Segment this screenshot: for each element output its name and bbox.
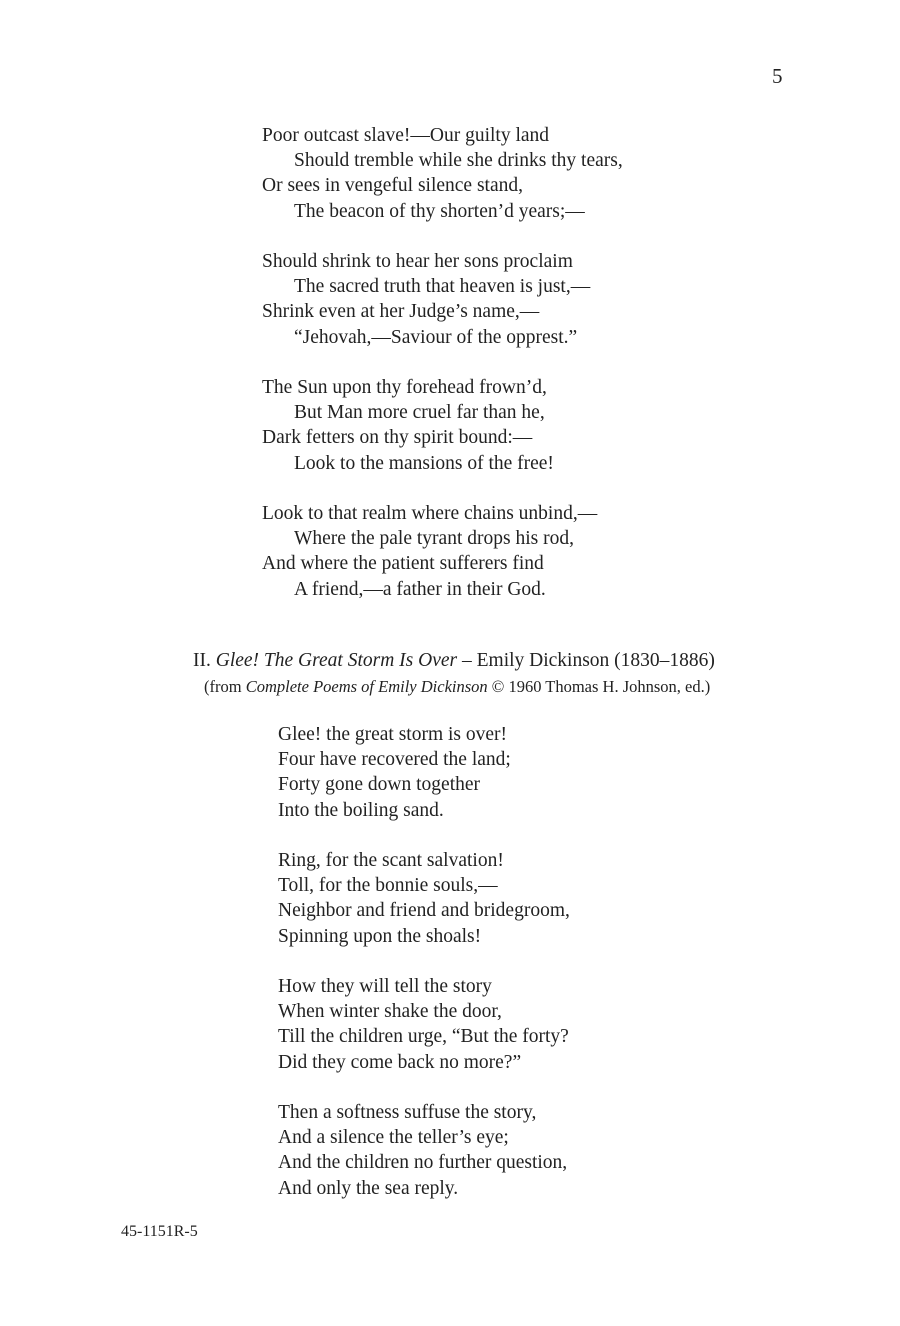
- poem-line: Glee! the great storm is over!: [278, 724, 508, 745]
- stanza: [262, 249, 623, 350]
- poem-2: [278, 722, 570, 1226]
- section-numeral: II.: [193, 650, 211, 671]
- poem-line: Toll, for the bonnie souls,—: [278, 875, 498, 897]
- stanza: [262, 375, 623, 476]
- source-prefix: (from: [204, 677, 242, 696]
- poem-line: How they will tell the story: [278, 976, 492, 997]
- poem-title: Glee! The Great Storm Is Over: [215, 650, 458, 671]
- poem-line: Forty gone down together: [278, 774, 481, 796]
- poem-line: Till the children urge, “But the forty?: [278, 1026, 569, 1048]
- section-heading: [193, 650, 715, 672]
- poem-line: Or sees in vengeful silence stand,: [262, 175, 524, 197]
- poem-line: And where the patient sufferers find: [262, 553, 544, 575]
- poem-line: And only the sea reply.: [278, 1177, 459, 1199]
- poem-line: And the children no further question,: [278, 1152, 568, 1174]
- poem-line: Where the pale tyrant drops his rod,: [294, 528, 574, 550]
- poem-line: Ring, for the scant salvation!: [278, 850, 504, 871]
- poem-line: Shrink even at her Judge’s name,—: [262, 301, 540, 323]
- stanza: [262, 123, 623, 224]
- poem-line: “Jehovah,—Saviour of the opprest.”: [294, 326, 578, 348]
- title-dash: –: [461, 650, 472, 671]
- poem-line: The beacon of thy shorten’d years;—: [294, 200, 585, 222]
- stanza: [278, 1100, 570, 1201]
- poem-line: Dark fetters on thy spirit bound:—: [262, 427, 533, 449]
- poem-line: Four have recovered the land;: [278, 749, 511, 771]
- stanza: [278, 974, 570, 1075]
- poem-line: Into the boiling sand.: [278, 799, 444, 821]
- poem-line: A friend,—a father in their God.: [294, 578, 546, 600]
- page-code: 45-1151R-5: [121, 1223, 198, 1240]
- poem-line: Look to the mansions of the free!: [294, 452, 554, 474]
- page-number: 5: [772, 64, 783, 88]
- source-suffix: © 1960 Thomas H. Johnson, ed.): [491, 677, 711, 696]
- poem-line: But Man more cruel far than he,: [294, 402, 545, 424]
- poem-1: [262, 123, 623, 627]
- poem-line: Then a softness suffuse the story,: [278, 1102, 537, 1123]
- poem-line: Look to that realm where chains unbind,—: [262, 503, 598, 524]
- poem-line: And a silence the teller’s eye;: [278, 1127, 509, 1149]
- poem-line: Neighbor and friend and bridegroom,: [278, 900, 570, 922]
- poem-line: When winter shake the door,: [278, 1001, 502, 1023]
- poem-line: Poor outcast slave!—Our guilty land: [262, 125, 550, 146]
- source-citation: [204, 677, 710, 697]
- stanza: [278, 848, 570, 949]
- poem-line: Should tremble while she drinks thy tears,: [294, 150, 623, 172]
- poem-line: The Sun upon thy forehead frown’d,: [262, 377, 547, 398]
- poem-line: The sacred truth that heaven is just,—: [294, 276, 591, 298]
- stanza: [278, 722, 570, 823]
- stanza: [262, 501, 623, 602]
- source-title: Complete Poems of Emily Dickinson: [245, 677, 488, 696]
- poem-line: Spinning upon the shoals!: [278, 925, 482, 947]
- poem-line: Should shrink to hear her sons proclaim: [262, 251, 573, 272]
- poem-line: Did they come back no more?”: [278, 1051, 522, 1073]
- poem-author: Emily Dickinson (1830–1886): [476, 650, 715, 671]
